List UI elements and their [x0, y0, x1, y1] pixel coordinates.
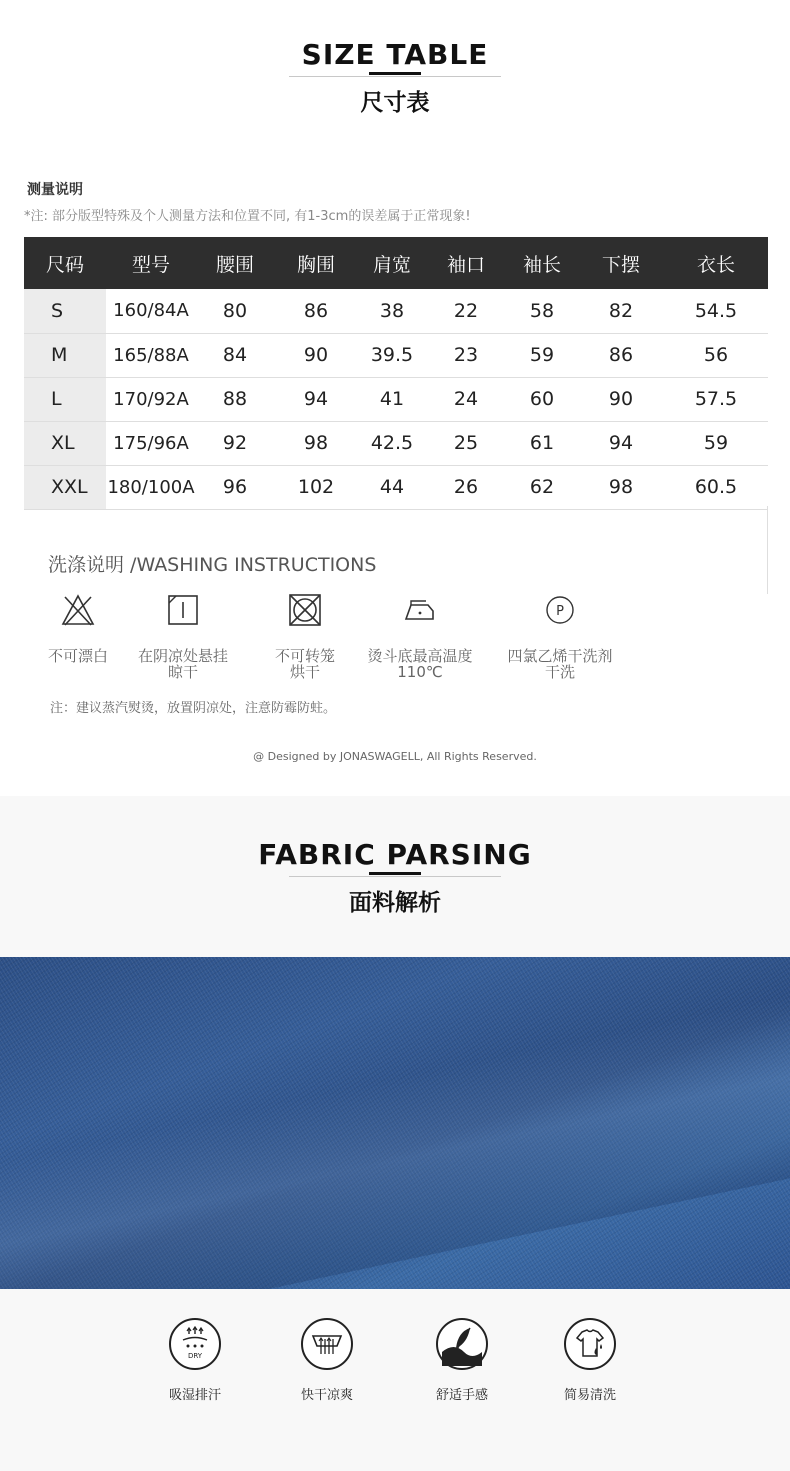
denim-fabric-image [0, 957, 790, 1289]
table-cell: 180/100A [106, 465, 196, 509]
table-cell: 94 [274, 377, 358, 421]
easy-wash-shirt-icon [564, 1318, 616, 1370]
table-cell: 102 [274, 465, 358, 509]
table-cell: 92 [196, 421, 274, 465]
copyright-text: @ Designed by JONASWAGELL, All Rights Reserved. [253, 750, 537, 763]
fabric-heading [0, 838, 790, 918]
size-cell: M [24, 333, 106, 377]
table-cell: 165/88A [106, 333, 196, 377]
table-cell: 98 [274, 421, 358, 465]
table-edge-line [767, 506, 768, 594]
measure-note: *注: 部分版型特殊及个人测量方法和位置不同, 有1-3cm的误差属于正常现象! [24, 209, 471, 224]
column-header: 袖口 [426, 237, 506, 289]
table-cell: 22 [426, 289, 506, 333]
table-cell: 80 [196, 289, 274, 333]
dry-clean-letter: P [556, 604, 564, 619]
feature-comfort [402, 1318, 522, 1403]
table-cell: 39.5 [358, 333, 426, 377]
size-table-title-en: SIZE TABLE [301, 38, 489, 71]
size-table-heading [0, 38, 790, 118]
feature-label: 简易清洗 [563, 1388, 616, 1403]
wash-label: 不可漂白 [47, 647, 108, 665]
column-header: 腰围 [196, 237, 274, 289]
measure-title: 测量说明 [27, 182, 83, 198]
table-cell: 86 [578, 333, 664, 377]
table-cell: 61 [506, 421, 578, 465]
feature-label: 快干凉爽 [300, 1388, 353, 1403]
wash-item-no-tumble [240, 590, 370, 680]
washing-title: 洗涤说明 /WASHING INSTRUCTIONS [48, 554, 377, 576]
table-cell: 170/92A [106, 377, 196, 421]
comfort-feather-icon [436, 1318, 488, 1370]
feature-label: 吸湿排汗 [168, 1388, 221, 1403]
column-header: 衣长 [664, 237, 768, 289]
table-row [24, 289, 768, 333]
table-cell: 41 [358, 377, 426, 421]
column-header: 型号 [106, 237, 196, 289]
table-cell: 56 [664, 333, 768, 377]
feature-label: 舒适手感 [435, 1388, 488, 1403]
table-cell: 84 [196, 333, 274, 377]
table-cell: 175/96A [106, 421, 196, 465]
feature-moisture-wicking [135, 1318, 255, 1403]
column-header: 胸围 [274, 237, 358, 289]
wash-item-iron [355, 590, 485, 680]
size-table-title-cn: 尺寸表 [360, 90, 430, 116]
table-cell: 86 [274, 289, 358, 333]
table-cell: 54.5 [664, 289, 768, 333]
column-header: 尺码 [24, 237, 106, 289]
heading-divider [289, 72, 501, 84]
table-cell: 44 [358, 465, 426, 509]
wash-label: 四氯乙烯干洗剂 干洗 [507, 647, 613, 681]
dry-text: DRY [187, 1352, 203, 1360]
column-header: 下摆 [578, 237, 664, 289]
table-cell: 60 [506, 377, 578, 421]
line-dry-shade-icon [118, 590, 248, 630]
fabric-title-cn: 面料解析 [349, 890, 441, 916]
table-cell: 88 [196, 377, 274, 421]
column-header: 肩宽 [358, 237, 426, 289]
washing-note: 注：建议蒸汽熨烫，放置阴凉处，注意防霉防蛀。 [50, 701, 337, 716]
size-table [24, 237, 768, 510]
table-cell: 57.5 [664, 377, 768, 421]
table-row [24, 465, 768, 509]
iron-low-icon [355, 590, 485, 630]
wash-item-line-dry [118, 590, 248, 680]
table-cell: 60.5 [664, 465, 768, 509]
table-cell: 98 [578, 465, 664, 509]
quick-dry-icon [301, 1318, 353, 1370]
table-cell: 160/84A [106, 289, 196, 333]
table-row [24, 333, 768, 377]
wash-label: 烫斗底最高温度 110℃ [367, 647, 473, 681]
table-cell: 25 [426, 421, 506, 465]
feature-easy-wash [530, 1318, 650, 1403]
size-cell: L [24, 377, 106, 421]
table-cell: 90 [578, 377, 664, 421]
size-cell: S [24, 289, 106, 333]
table-cell: 59 [664, 421, 768, 465]
table-cell: 96 [196, 465, 274, 509]
size-cell: XL [24, 421, 106, 465]
moisture-wicking-icon [169, 1318, 221, 1370]
size-table-header-row [24, 237, 768, 289]
table-cell: 62 [506, 465, 578, 509]
table-row [24, 377, 768, 421]
table-cell: 94 [578, 421, 664, 465]
table-cell: 42.5 [358, 421, 426, 465]
table-cell: 38 [358, 289, 426, 333]
table-cell: 82 [578, 289, 664, 333]
table-row [24, 421, 768, 465]
fabric-title-en: FABRIC PARSING [258, 838, 532, 871]
table-cell: 26 [426, 465, 506, 509]
table-cell: 90 [274, 333, 358, 377]
table-cell: 24 [426, 377, 506, 421]
table-cell: 59 [506, 333, 578, 377]
wash-label: 在阴凉处悬挂 晾干 [137, 647, 228, 681]
dry-clean-p-icon [495, 590, 625, 630]
table-cell: 58 [506, 289, 578, 333]
wash-item-dry-clean [495, 590, 625, 680]
wash-label: 不可转笼 烘干 [274, 647, 335, 681]
no-tumble-dry-icon [240, 590, 370, 630]
heading-divider [289, 872, 501, 884]
column-header: 袖长 [506, 237, 578, 289]
size-cell: XXL [24, 465, 106, 509]
table-cell: 23 [426, 333, 506, 377]
feature-quick-dry [267, 1318, 387, 1403]
